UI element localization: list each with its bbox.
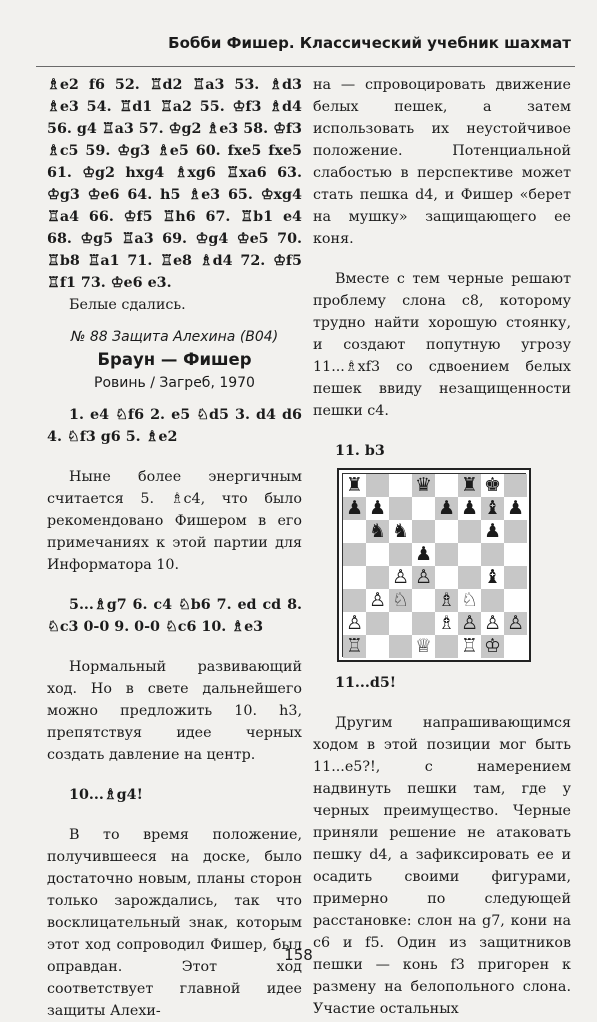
square-d1: ♕ [412, 635, 435, 658]
square-h4 [504, 566, 527, 589]
moves-line: 5...♗g7 6. c4 ♘b6 7. ed cd 8. ♘c3 0-0 9. 0-0 ♘c6 10. ♗e3 [47, 597, 302, 635]
square-f2: ♙ [458, 612, 481, 635]
square-c6: ♞ [389, 520, 412, 543]
square-f5 [458, 543, 481, 566]
square-c7 [389, 497, 412, 520]
square-f7: ♟ [458, 497, 481, 520]
left-column [47, 74, 302, 1022]
square-f3: ♘ [458, 589, 481, 612]
square-d3 [412, 589, 435, 612]
square-e4 [435, 566, 458, 589]
square-b1 [366, 635, 389, 658]
square-h2: ♙ [504, 612, 527, 635]
commentary-paragraph: Вместе с тем черные решают проблему слона c8, которому трудно найти хорошую стоянку, и создают попутную угрозу 11...♗xf3 со сдвоением белых пешек ввиду незащищенности пешки c4. [313, 271, 571, 419]
commentary-paragraph: на — спровоцировать движение белых пешек, а затем использовать их неустойчивое положение. Потенциальной слабостью в перспективе может стать пешка d4, и Фишер «берет на мушку» защищающего ее коня. [313, 77, 571, 247]
running-header [36, 0, 575, 67]
square-h8 [504, 474, 527, 497]
square-g1: ♔ [481, 635, 504, 658]
square-d6 [412, 520, 435, 543]
square-g5 [481, 543, 504, 566]
square-h1 [504, 635, 527, 658]
square-b3: ♙ [366, 589, 389, 612]
square-g8: ♚ [481, 474, 504, 497]
square-f6 [458, 520, 481, 543]
game-players: Браун — Фишер [97, 350, 252, 369]
square-g3 [481, 589, 504, 612]
square-c3: ♘ [389, 589, 412, 612]
square-e7: ♟ [435, 497, 458, 520]
square-a6 [343, 520, 366, 543]
square-c5 [389, 543, 412, 566]
square-e3: ♗ [435, 589, 458, 612]
commentary-paragraph: Ныне более энергичным считается 5. ♗c4, что было рекомендовано Фишером в его примечаниях к этой партии для Информатора 10. [47, 469, 302, 573]
square-c4: ♙ [389, 566, 412, 589]
right-column [313, 74, 571, 1020]
square-g6: ♟ [481, 520, 504, 543]
square-a1: ♖ [343, 635, 366, 658]
square-e8 [435, 474, 458, 497]
square-c1 [389, 635, 412, 658]
square-d7 [412, 497, 435, 520]
square-f4 [458, 566, 481, 589]
square-c8 [389, 474, 412, 497]
square-a4 [343, 566, 366, 589]
chess-board [342, 473, 526, 657]
square-a3 [343, 589, 366, 612]
square-e2: ♗ [435, 612, 458, 635]
square-g4: ♝ [481, 566, 504, 589]
square-d8: ♛ [412, 474, 435, 497]
square-f1: ♖ [458, 635, 481, 658]
square-b7: ♟ [366, 497, 389, 520]
moves-opening: 1. e4 ♘f6 2. e5 ♘d5 3. d4 d6 4. ♘f3 g6 5. ♗e2 [47, 407, 302, 445]
square-d5: ♟ [412, 543, 435, 566]
game-number-opening: № 88 Защита Алехина (B04) [70, 329, 279, 345]
square-b2 [366, 612, 389, 635]
square-a5 [343, 543, 366, 566]
move-label: 11. b3 [335, 443, 385, 459]
square-e6 [435, 520, 458, 543]
square-b8 [366, 474, 389, 497]
square-e5 [435, 543, 458, 566]
square-g2: ♙ [481, 612, 504, 635]
square-a8: ♜ [343, 474, 366, 497]
commentary-paragraph: Нормальный развивающий ход. Но в свете дальнейшего можно предложить 10. h3, препятствуя идее черных создать давление на центр. [47, 659, 302, 763]
square-a7: ♟ [343, 497, 366, 520]
page-number: 158 [284, 946, 313, 964]
square-b4 [366, 566, 389, 589]
square-d2 [412, 612, 435, 635]
square-h3 [504, 589, 527, 612]
square-a2: ♙ [343, 612, 366, 635]
square-c2 [389, 612, 412, 635]
square-b5 [366, 543, 389, 566]
move-with-annotation: 10...♗g4! [69, 787, 143, 803]
square-g7: ♝ [481, 497, 504, 520]
move-label: 11...d5! [335, 675, 397, 691]
commentary-paragraph: Другим напрашивающимся ходом в этой позиции мог быть 11...e5?!, с намерением надвинуть пешки там, где у черных преимущество. Черные приняли решение не атаковать пешку d4, а зафиксировать ее и осадить своими фигурами, примерно по следующей расстановке: слон на g7, кони на c6 и f5. Один из защитников пешки — конь f3 пригорен к размену на белопольного слона. Участие остальных [313, 715, 571, 1017]
game-venue: Ровинь / Загреб, 1970 [94, 375, 255, 391]
game-header [47, 326, 302, 394]
square-h6 [504, 520, 527, 543]
square-f8: ♜ [458, 474, 481, 497]
result-text: Белые сдались. [69, 297, 186, 313]
chess-diagram [337, 468, 531, 662]
moves-continuation: ♗e2 f6 52. ♖d2 ♖a3 53. ♗d3 ♗e3 54. ♖d1 ♖a2 55. ♔f3 ♗d4 56. g4 ♖a3 57. ♔g2 ♗e3 58. ♔f3 ♗c5 59. ♔g3 ♗e5 60. fxe5 fxe5 61. ♔g2 hxg4 ♗xg6 ♖xa6 63. ♔g3 ♔e6 64. h5 ♗e3 65. ♔xg4 ♖a4 66. ♔f5 ♖h6 67. ♖b1 e4 68. ♔g5 ♖a3 69. ♔g4 ♔e5 70. ♖b8 ♖a1 71. ♖e8 ♗d4 72. ♔f5 ♖f1 73. ♔e6 e3. [47, 77, 302, 291]
square-e1 [435, 635, 458, 658]
square-b6: ♞ [366, 520, 389, 543]
square-h5 [504, 543, 527, 566]
square-d4: ♙ [412, 566, 435, 589]
square-h7: ♟ [504, 497, 527, 520]
commentary-paragraph: В то время положение, получившееся на доске, было достаточно новым, планы сторон только зарождались, так что восклицательный знак, которым этот ход сопроводил Фишер, был оправдан. Этот ход соответствует главной идее защиты Алехи- [47, 827, 302, 1019]
running-title: Бобби Фишер. Классический учебник шахмат [168, 34, 571, 52]
